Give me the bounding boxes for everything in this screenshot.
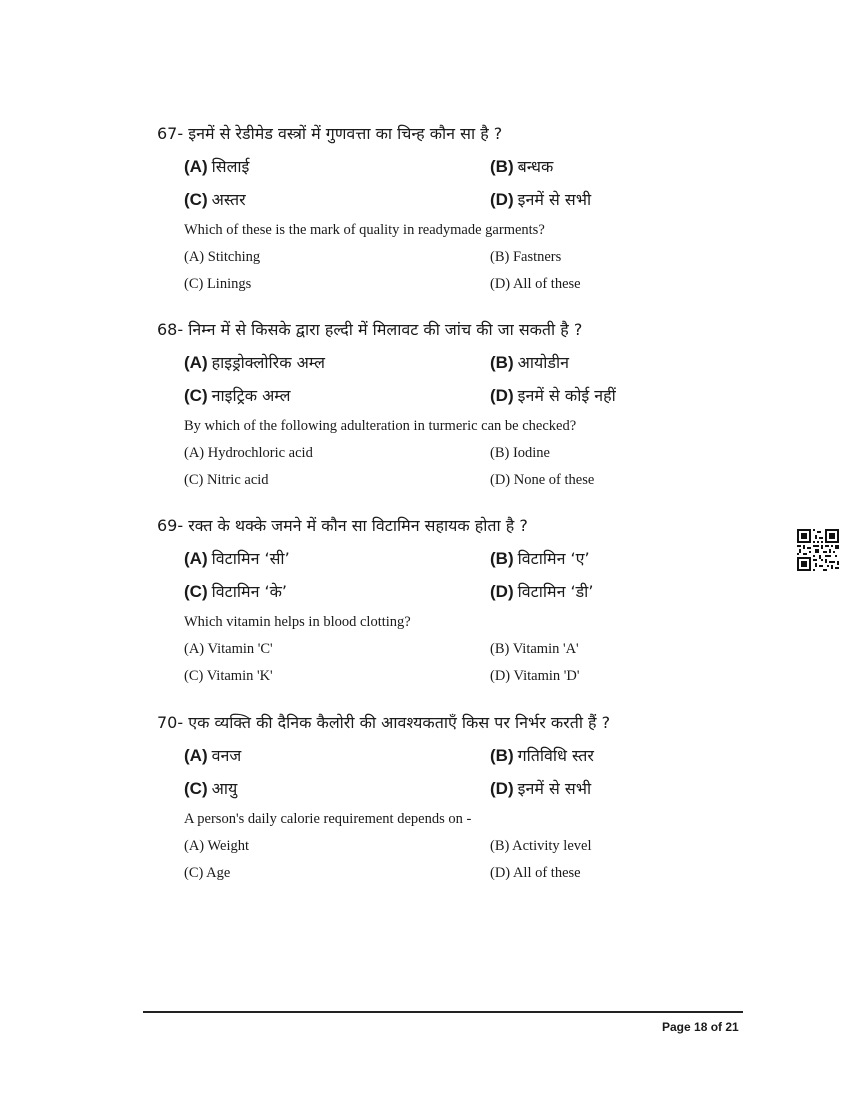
hindi-option-b: (B) आयोडीन [490, 353, 569, 372]
footer-divider [143, 1011, 743, 1013]
hindi-option-c: (C) नाइट्रिक अम्ल [184, 386, 291, 405]
page-number: Page 18 of 21 [662, 1020, 739, 1034]
english-option-d: (D) All of these [490, 276, 581, 292]
hindi-option-c: (C) आयु [184, 779, 238, 798]
question-hindi-stem: 67- इनमें से रेडीमेड वस्त्रों में गुणवत्ता का चिन्ह कौन सा है ? [157, 124, 503, 143]
hindi-option-d: (D) इनमें से सभी [490, 779, 592, 798]
hindi-option-a: (A) सिलाई [184, 157, 250, 176]
qr-code-icon [797, 529, 839, 571]
hindi-option-d: (D) इनमें से कोई नहीं [490, 386, 616, 405]
question-hindi-stem: 68- निम्न में से किसके द्वारा हल्दी में मिलावट की जांच की जा सकती है ? [157, 320, 583, 339]
question-english-stem: Which of these is the mark of quality in readymade garments? [184, 222, 545, 238]
english-option-d: (D) All of these [490, 865, 581, 881]
hindi-option-a: (A) विटामिन ‘सी’ [184, 549, 290, 568]
english-option-b: (B) Vitamin 'A' [490, 641, 579, 657]
english-option-a: (A) Hydrochloric acid [184, 445, 313, 461]
hindi-option-b: (B) विटामिन ‘ए’ [490, 549, 590, 568]
hindi-option-d: (D) इनमें से सभी [490, 190, 592, 209]
hindi-option-a: (A) हाइड्रोक्लोरिक अम्ल [184, 353, 325, 372]
question-68 [0, 318, 850, 508]
english-option-b: (B) Activity level [490, 838, 592, 854]
english-option-c: (C) Age [184, 865, 231, 881]
english-option-d: (D) Vitamin 'D' [490, 668, 580, 684]
hindi-option-b: (B) बन्धक [490, 157, 554, 176]
hindi-option-a: (A) वनज [184, 746, 242, 765]
english-option-c: (C) Vitamin 'K' [184, 668, 273, 684]
question-english-stem: Which vitamin helps in blood clotting? [184, 614, 411, 630]
hindi-option-b: (B) गतिविधि स्तर [490, 746, 594, 765]
question-67 [0, 122, 850, 312]
question-english-stem: By which of the following adulteration in turmeric can be checked? [184, 418, 577, 434]
english-option-a: (A) Weight [184, 838, 250, 854]
english-option-b: (B) Fastners [490, 249, 562, 265]
english-option-c: (C) Linings [184, 276, 252, 292]
english-option-c: (C) Nitric acid [184, 472, 269, 488]
hindi-option-c: (C) अस्तर [184, 190, 246, 209]
question-69 [0, 514, 850, 704]
hindi-option-c: (C) विटामिन ‘के’ [184, 582, 287, 601]
english-option-a: (A) Stitching [184, 249, 261, 265]
hindi-option-d: (D) विटामिन ‘डी’ [490, 582, 594, 601]
question-hindi-stem: 69- रक्त के थक्के जमने में कौन सा विटामिन सहायक होता है ? [157, 516, 528, 535]
english-option-b: (B) Iodine [490, 445, 550, 461]
question-english-stem: A person's daily calorie requirement depends on - [184, 811, 472, 827]
english-option-a: (A) Vitamin 'C' [184, 641, 273, 657]
english-option-d: (D) None of these [490, 472, 595, 488]
question-70 [0, 711, 850, 901]
question-hindi-stem: 70- एक व्यक्ति की दैनिक कैलोरी की आवश्यकताएँ किस पर निर्भर करती हैं ? [157, 713, 611, 732]
